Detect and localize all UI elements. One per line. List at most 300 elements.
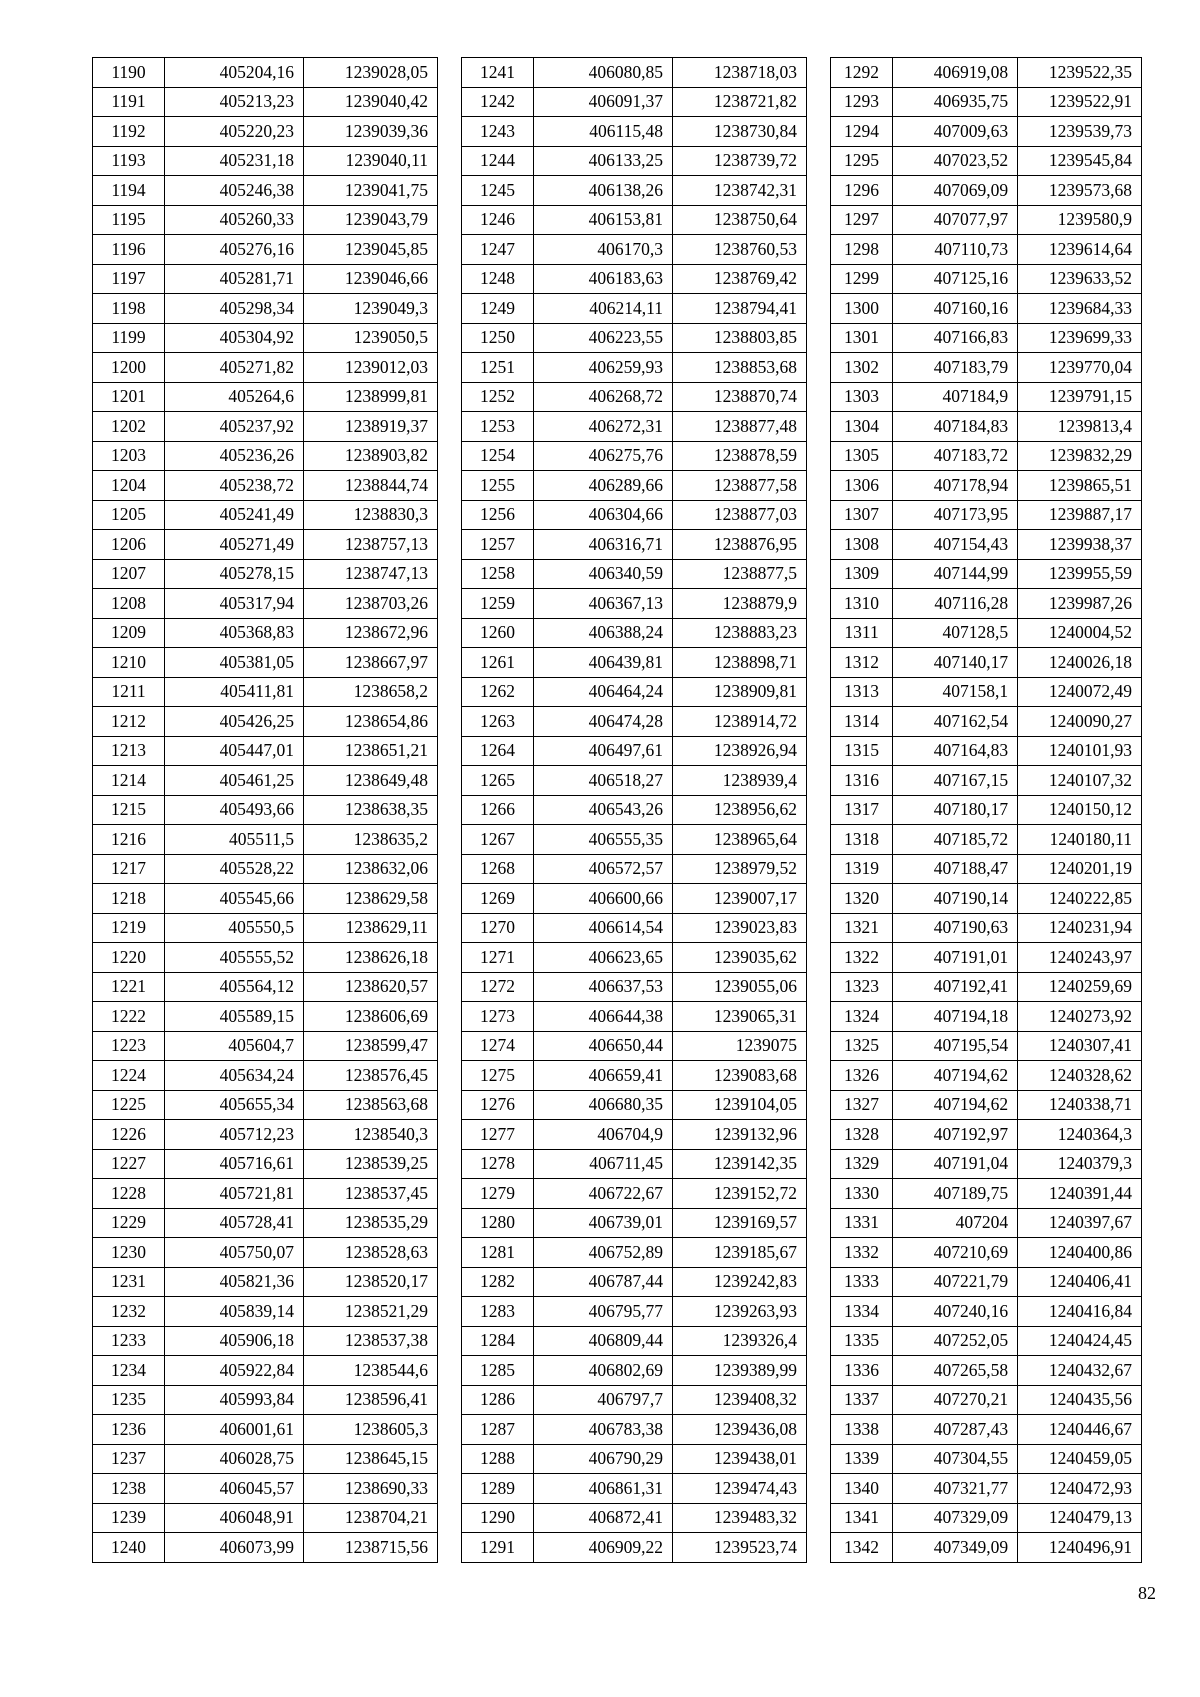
- x-coordinate-cell: 407191,04: [893, 1149, 1018, 1179]
- y-coordinate-cell: 1239083,68: [673, 1061, 807, 1091]
- point-number-cell: 1235: [93, 1385, 165, 1415]
- y-coordinate-cell: 1238703,26: [304, 589, 438, 619]
- table-row: [462, 589, 807, 619]
- table-row: [831, 972, 1142, 1002]
- y-coordinate-cell: 1238632,06: [304, 854, 438, 884]
- table-body: [93, 58, 438, 1563]
- x-coordinate-cell: 406704,9: [534, 1120, 673, 1150]
- x-coordinate-cell: 407167,15: [893, 766, 1018, 796]
- point-number-cell: 1272: [462, 972, 534, 1002]
- point-number-cell: 1321: [831, 913, 893, 943]
- point-number-cell: 1307: [831, 500, 893, 530]
- point-number-cell: 1314: [831, 707, 893, 737]
- point-number-cell: 1249: [462, 294, 534, 324]
- table-row: [462, 323, 807, 353]
- x-coordinate-cell: 406275,76: [534, 441, 673, 471]
- point-number-cell: 1286: [462, 1385, 534, 1415]
- y-coordinate-cell: 1240231,94: [1018, 913, 1142, 943]
- point-number-cell: 1221: [93, 972, 165, 1002]
- point-number-cell: 1333: [831, 1267, 893, 1297]
- y-coordinate-cell: 1239438,01: [673, 1444, 807, 1474]
- point-number-cell: 1193: [93, 146, 165, 176]
- y-coordinate-cell: 1238870,74: [673, 382, 807, 412]
- point-number-cell: 1288: [462, 1444, 534, 1474]
- x-coordinate-cell: 405589,15: [165, 1002, 304, 1032]
- point-number-cell: 1222: [93, 1002, 165, 1032]
- table-row: [831, 294, 1142, 324]
- y-coordinate-cell: 1239035,62: [673, 943, 807, 973]
- point-number-cell: 1224: [93, 1061, 165, 1091]
- x-coordinate-cell: 407158,1: [893, 677, 1018, 707]
- point-number-cell: 1284: [462, 1326, 534, 1356]
- y-coordinate-cell: 1238537,45: [304, 1179, 438, 1209]
- point-number-cell: 1202: [93, 412, 165, 442]
- x-coordinate-cell: 406518,27: [534, 766, 673, 796]
- x-coordinate-cell: 405317,94: [165, 589, 304, 619]
- table-row: [831, 589, 1142, 619]
- y-coordinate-cell: 1238629,58: [304, 884, 438, 914]
- table-row: [831, 736, 1142, 766]
- y-coordinate-cell: 1238883,23: [673, 618, 807, 648]
- y-coordinate-cell: 1238605,3: [304, 1415, 438, 1445]
- x-coordinate-cell: 405728,41: [165, 1208, 304, 1238]
- y-coordinate-cell: 1238520,17: [304, 1267, 438, 1297]
- y-coordinate-cell: 1238704,21: [304, 1503, 438, 1533]
- x-coordinate-cell: 405721,81: [165, 1179, 304, 1209]
- table-row: [831, 353, 1142, 383]
- table-row: [831, 87, 1142, 117]
- point-number-cell: 1250: [462, 323, 534, 353]
- y-coordinate-cell: 1240472,93: [1018, 1474, 1142, 1504]
- table-row: [462, 1120, 807, 1150]
- point-number-cell: 1231: [93, 1267, 165, 1297]
- table-row: [93, 1238, 438, 1268]
- point-number-cell: 1279: [462, 1179, 534, 1209]
- y-coordinate-cell: 1240397,67: [1018, 1208, 1142, 1238]
- x-coordinate-cell: 406659,41: [534, 1061, 673, 1091]
- y-coordinate-cell: 1240180,11: [1018, 825, 1142, 855]
- table-row: [93, 1061, 438, 1091]
- point-number-cell: 1318: [831, 825, 893, 855]
- point-number-cell: 1260: [462, 618, 534, 648]
- point-number-cell: 1232: [93, 1297, 165, 1327]
- y-coordinate-cell: 1240107,32: [1018, 766, 1142, 796]
- x-coordinate-cell: 405241,49: [165, 500, 304, 530]
- point-number-cell: 1195: [93, 205, 165, 235]
- x-coordinate-cell: 407164,83: [893, 736, 1018, 766]
- point-number-cell: 1265: [462, 766, 534, 796]
- y-coordinate-cell: 1240243,97: [1018, 943, 1142, 973]
- point-number-cell: 1203: [93, 441, 165, 471]
- point-number-cell: 1308: [831, 530, 893, 560]
- point-number-cell: 1273: [462, 1002, 534, 1032]
- y-coordinate-cell: 1240004,52: [1018, 618, 1142, 648]
- point-number-cell: 1283: [462, 1297, 534, 1327]
- y-coordinate-cell: 1239408,32: [673, 1385, 807, 1415]
- point-number-cell: 1290: [462, 1503, 534, 1533]
- table-row: [93, 1297, 438, 1327]
- table-row: [462, 1533, 807, 1563]
- table-row: [93, 1120, 438, 1150]
- table-row: [462, 677, 807, 707]
- x-coordinate-cell: 406790,29: [534, 1444, 673, 1474]
- table-row: [93, 825, 438, 855]
- point-number-cell: 1215: [93, 795, 165, 825]
- x-coordinate-cell: 406809,44: [534, 1326, 673, 1356]
- x-coordinate-cell: 405655,34: [165, 1090, 304, 1120]
- y-coordinate-cell: 1238878,59: [673, 441, 807, 471]
- table-row: [462, 382, 807, 412]
- x-coordinate-cell: 407173,95: [893, 500, 1018, 530]
- y-coordinate-cell: 1238645,15: [304, 1444, 438, 1474]
- point-number-cell: 1319: [831, 854, 893, 884]
- x-coordinate-cell: 405278,15: [165, 559, 304, 589]
- point-number-cell: 1199: [93, 323, 165, 353]
- y-coordinate-cell: 1239104,05: [673, 1090, 807, 1120]
- table-row: [462, 1415, 807, 1445]
- table-row: [831, 323, 1142, 353]
- point-number-cell: 1303: [831, 382, 893, 412]
- point-number-cell: 1248: [462, 264, 534, 294]
- y-coordinate-cell: 1238879,9: [673, 589, 807, 619]
- point-number-cell: 1330: [831, 1179, 893, 1209]
- x-coordinate-cell: 405922,84: [165, 1356, 304, 1386]
- table-row: [831, 146, 1142, 176]
- x-coordinate-cell: 407191,01: [893, 943, 1018, 973]
- table-row: [462, 1444, 807, 1474]
- x-coordinate-cell: 407185,72: [893, 825, 1018, 855]
- x-coordinate-cell: 407240,16: [893, 1297, 1018, 1327]
- y-coordinate-cell: 1240432,67: [1018, 1356, 1142, 1386]
- point-number-cell: 1239: [93, 1503, 165, 1533]
- table-row: [462, 294, 807, 324]
- table-row: [462, 648, 807, 678]
- table-row: [462, 1297, 807, 1327]
- table-row: [462, 1061, 807, 1091]
- point-number-cell: 1251: [462, 353, 534, 383]
- x-coordinate-cell: 406214,11: [534, 294, 673, 324]
- x-coordinate-cell: 407023,52: [893, 146, 1018, 176]
- x-coordinate-cell: 405750,07: [165, 1238, 304, 1268]
- y-coordinate-cell: 1240424,45: [1018, 1326, 1142, 1356]
- table-row: [831, 1267, 1142, 1297]
- table-row: [831, 913, 1142, 943]
- point-number-cell: 1205: [93, 500, 165, 530]
- x-coordinate-cell: 407210,69: [893, 1238, 1018, 1268]
- x-coordinate-cell: 405204,16: [165, 58, 304, 88]
- y-coordinate-cell: 1238667,97: [304, 648, 438, 678]
- x-coordinate-cell: 406268,72: [534, 382, 673, 412]
- y-coordinate-cell: 1238599,47: [304, 1031, 438, 1061]
- table-row: [462, 1031, 807, 1061]
- x-coordinate-cell: 405550,5: [165, 913, 304, 943]
- table-row: [462, 235, 807, 265]
- table-body: [831, 58, 1142, 1563]
- x-coordinate-cell: 407192,97: [893, 1120, 1018, 1150]
- point-number-cell: 1306: [831, 471, 893, 501]
- x-coordinate-cell: 405260,33: [165, 205, 304, 235]
- point-number-cell: 1253: [462, 412, 534, 442]
- point-number-cell: 1196: [93, 235, 165, 265]
- x-coordinate-cell: 407144,99: [893, 559, 1018, 589]
- table-row: [93, 1356, 438, 1386]
- y-coordinate-cell: 1238757,13: [304, 530, 438, 560]
- y-coordinate-cell: 1239050,5: [304, 323, 438, 353]
- x-coordinate-cell: 405368,83: [165, 618, 304, 648]
- table-row: [831, 205, 1142, 235]
- y-coordinate-cell: 1239614,64: [1018, 235, 1142, 265]
- y-coordinate-cell: 1240391,44: [1018, 1179, 1142, 1209]
- y-coordinate-cell: 1239185,67: [673, 1238, 807, 1268]
- coordinates-table-3: [830, 57, 1142, 1563]
- table-row: [93, 1267, 438, 1297]
- x-coordinate-cell: 407162,54: [893, 707, 1018, 737]
- y-coordinate-cell: 1239055,06: [673, 972, 807, 1002]
- y-coordinate-cell: 1240307,41: [1018, 1031, 1142, 1061]
- point-number-cell: 1225: [93, 1090, 165, 1120]
- x-coordinate-cell: 407190,14: [893, 884, 1018, 914]
- table-row: [462, 943, 807, 973]
- x-coordinate-cell: 407329,09: [893, 1503, 1018, 1533]
- table-row: [93, 1179, 438, 1209]
- table-row: [462, 913, 807, 943]
- y-coordinate-cell: 1238939,4: [673, 766, 807, 796]
- x-coordinate-cell: 406802,69: [534, 1356, 673, 1386]
- x-coordinate-cell: 406439,81: [534, 648, 673, 678]
- y-coordinate-cell: 1240273,92: [1018, 1002, 1142, 1032]
- y-coordinate-cell: 1239007,17: [673, 884, 807, 914]
- table-row: [93, 235, 438, 265]
- y-coordinate-cell: 1238629,11: [304, 913, 438, 943]
- point-number-cell: 1298: [831, 235, 893, 265]
- x-coordinate-cell: 405238,72: [165, 471, 304, 501]
- table-row: [93, 353, 438, 383]
- x-coordinate-cell: 407184,9: [893, 382, 1018, 412]
- x-coordinate-cell: 406316,71: [534, 530, 673, 560]
- table-row: [462, 500, 807, 530]
- x-coordinate-cell: 406722,67: [534, 1179, 673, 1209]
- point-number-cell: 1315: [831, 736, 893, 766]
- table-row: [462, 87, 807, 117]
- point-number-cell: 1242: [462, 87, 534, 117]
- point-number-cell: 1337: [831, 1385, 893, 1415]
- x-coordinate-cell: 406555,35: [534, 825, 673, 855]
- point-number-cell: 1316: [831, 766, 893, 796]
- point-number-cell: 1234: [93, 1356, 165, 1386]
- table-row: [831, 1061, 1142, 1091]
- point-number-cell: 1296: [831, 176, 893, 206]
- x-coordinate-cell: 406497,61: [534, 736, 673, 766]
- y-coordinate-cell: 1238528,63: [304, 1238, 438, 1268]
- y-coordinate-cell: 1238877,5: [673, 559, 807, 589]
- table-row: [462, 1356, 807, 1386]
- table-row: [93, 58, 438, 88]
- x-coordinate-cell: 405993,84: [165, 1385, 304, 1415]
- y-coordinate-cell: 1239041,75: [304, 176, 438, 206]
- table-row: [831, 1002, 1142, 1032]
- point-number-cell: 1204: [93, 471, 165, 501]
- point-number-cell: 1310: [831, 589, 893, 619]
- x-coordinate-cell: 405447,01: [165, 736, 304, 766]
- point-number-cell: 1324: [831, 1002, 893, 1032]
- table-row: [93, 1031, 438, 1061]
- table-row: [831, 1297, 1142, 1327]
- x-coordinate-cell: 407009,63: [893, 117, 1018, 147]
- x-coordinate-cell: 407195,54: [893, 1031, 1018, 1061]
- y-coordinate-cell: 1239539,73: [1018, 117, 1142, 147]
- table-row: [831, 530, 1142, 560]
- x-coordinate-cell: 407321,77: [893, 1474, 1018, 1504]
- x-coordinate-cell: 406115,48: [534, 117, 673, 147]
- y-coordinate-cell: 1238877,58: [673, 471, 807, 501]
- table-row: [93, 1533, 438, 1563]
- table-row: [831, 766, 1142, 796]
- table-row: [93, 559, 438, 589]
- point-number-cell: 1305: [831, 441, 893, 471]
- table-row: [462, 353, 807, 383]
- x-coordinate-cell: 407154,43: [893, 530, 1018, 560]
- x-coordinate-cell: 405634,24: [165, 1061, 304, 1091]
- x-coordinate-cell: 406623,65: [534, 943, 673, 973]
- x-coordinate-cell: 406367,13: [534, 589, 673, 619]
- point-number-cell: 1257: [462, 530, 534, 560]
- y-coordinate-cell: 1240259,69: [1018, 972, 1142, 1002]
- point-number-cell: 1338: [831, 1415, 893, 1445]
- y-coordinate-cell: 1239040,42: [304, 87, 438, 117]
- point-number-cell: 1311: [831, 618, 893, 648]
- table-row: [93, 766, 438, 796]
- y-coordinate-cell: 1238576,45: [304, 1061, 438, 1091]
- table-row: [462, 412, 807, 442]
- x-coordinate-cell: 406259,93: [534, 353, 673, 383]
- x-coordinate-cell: 407125,16: [893, 264, 1018, 294]
- y-coordinate-cell: 1240406,41: [1018, 1267, 1142, 1297]
- table-row: [831, 1474, 1142, 1504]
- y-coordinate-cell: 1239242,83: [673, 1267, 807, 1297]
- y-coordinate-cell: 1238638,35: [304, 795, 438, 825]
- y-coordinate-cell: 1239832,29: [1018, 441, 1142, 471]
- x-coordinate-cell: 407160,16: [893, 294, 1018, 324]
- table-row: [462, 1267, 807, 1297]
- point-number-cell: 1271: [462, 943, 534, 973]
- table-row: [831, 1444, 1142, 1474]
- point-number-cell: 1245: [462, 176, 534, 206]
- point-number-cell: 1266: [462, 795, 534, 825]
- x-coordinate-cell: 405906,18: [165, 1326, 304, 1356]
- table-row: [93, 618, 438, 648]
- table-row: [831, 1503, 1142, 1533]
- x-coordinate-cell: 407221,79: [893, 1267, 1018, 1297]
- x-coordinate-cell: 406304,66: [534, 500, 673, 530]
- x-coordinate-cell: 406183,63: [534, 264, 673, 294]
- table-row: [462, 530, 807, 560]
- point-number-cell: 1252: [462, 382, 534, 412]
- table-row: [93, 707, 438, 737]
- point-number-cell: 1206: [93, 530, 165, 560]
- y-coordinate-cell: 1239887,17: [1018, 500, 1142, 530]
- point-number-cell: 1334: [831, 1297, 893, 1327]
- point-number-cell: 1197: [93, 264, 165, 294]
- point-number-cell: 1209: [93, 618, 165, 648]
- x-coordinate-cell: 406138,26: [534, 176, 673, 206]
- point-number-cell: 1218: [93, 884, 165, 914]
- x-coordinate-cell: 407349,09: [893, 1533, 1018, 1563]
- table-row: [93, 1208, 438, 1238]
- y-coordinate-cell: 1238830,3: [304, 500, 438, 530]
- y-coordinate-cell: 1238919,37: [304, 412, 438, 442]
- table-row: [831, 1356, 1142, 1386]
- table-row: [93, 913, 438, 943]
- table-row: [462, 1090, 807, 1120]
- point-number-cell: 1329: [831, 1149, 893, 1179]
- table-row: [831, 943, 1142, 973]
- point-number-cell: 1322: [831, 943, 893, 973]
- point-number-cell: 1255: [462, 471, 534, 501]
- y-coordinate-cell: 1240400,86: [1018, 1238, 1142, 1268]
- point-number-cell: 1317: [831, 795, 893, 825]
- table-row: [462, 736, 807, 766]
- point-number-cell: 1323: [831, 972, 893, 1002]
- y-coordinate-cell: 1238739,72: [673, 146, 807, 176]
- point-number-cell: 1213: [93, 736, 165, 766]
- point-number-cell: 1276: [462, 1090, 534, 1120]
- table-row: [93, 884, 438, 914]
- table-row: [462, 176, 807, 206]
- point-number-cell: 1263: [462, 707, 534, 737]
- table-row: [462, 1208, 807, 1238]
- y-coordinate-cell: 1238544,6: [304, 1356, 438, 1386]
- point-number-cell: 1335: [831, 1326, 893, 1356]
- table-row: [462, 825, 807, 855]
- point-number-cell: 1223: [93, 1031, 165, 1061]
- table-row: [462, 559, 807, 589]
- y-coordinate-cell: 1239580,9: [1018, 205, 1142, 235]
- point-number-cell: 1228: [93, 1179, 165, 1209]
- x-coordinate-cell: 405493,66: [165, 795, 304, 825]
- table-row: [93, 795, 438, 825]
- x-coordinate-cell: 405304,92: [165, 323, 304, 353]
- table-row: [93, 648, 438, 678]
- x-coordinate-cell: 406223,55: [534, 323, 673, 353]
- point-number-cell: 1198: [93, 294, 165, 324]
- y-coordinate-cell: 1238649,48: [304, 766, 438, 796]
- point-number-cell: 1262: [462, 677, 534, 707]
- x-coordinate-cell: 406783,38: [534, 1415, 673, 1445]
- table-row: [831, 884, 1142, 914]
- table-row: [831, 412, 1142, 442]
- x-coordinate-cell: 405604,7: [165, 1031, 304, 1061]
- table-row: [93, 264, 438, 294]
- point-number-cell: 1211: [93, 677, 165, 707]
- y-coordinate-cell: 1240201,19: [1018, 854, 1142, 884]
- table-row: [93, 471, 438, 501]
- point-number-cell: 1297: [831, 205, 893, 235]
- table-row: [462, 884, 807, 914]
- y-coordinate-cell: 1238979,52: [673, 854, 807, 884]
- y-coordinate-cell: 1239791,15: [1018, 382, 1142, 412]
- point-number-cell: 1268: [462, 854, 534, 884]
- y-coordinate-cell: 1238876,95: [673, 530, 807, 560]
- table-row: [93, 382, 438, 412]
- x-coordinate-cell: 405236,26: [165, 441, 304, 471]
- x-coordinate-cell: 407252,05: [893, 1326, 1018, 1356]
- x-coordinate-cell: 407184,83: [893, 412, 1018, 442]
- point-number-cell: 1328: [831, 1120, 893, 1150]
- y-coordinate-cell: 1239132,96: [673, 1120, 807, 1150]
- x-coordinate-cell: 406637,53: [534, 972, 673, 1002]
- y-coordinate-cell: 1240416,84: [1018, 1297, 1142, 1327]
- y-coordinate-cell: 1238654,86: [304, 707, 438, 737]
